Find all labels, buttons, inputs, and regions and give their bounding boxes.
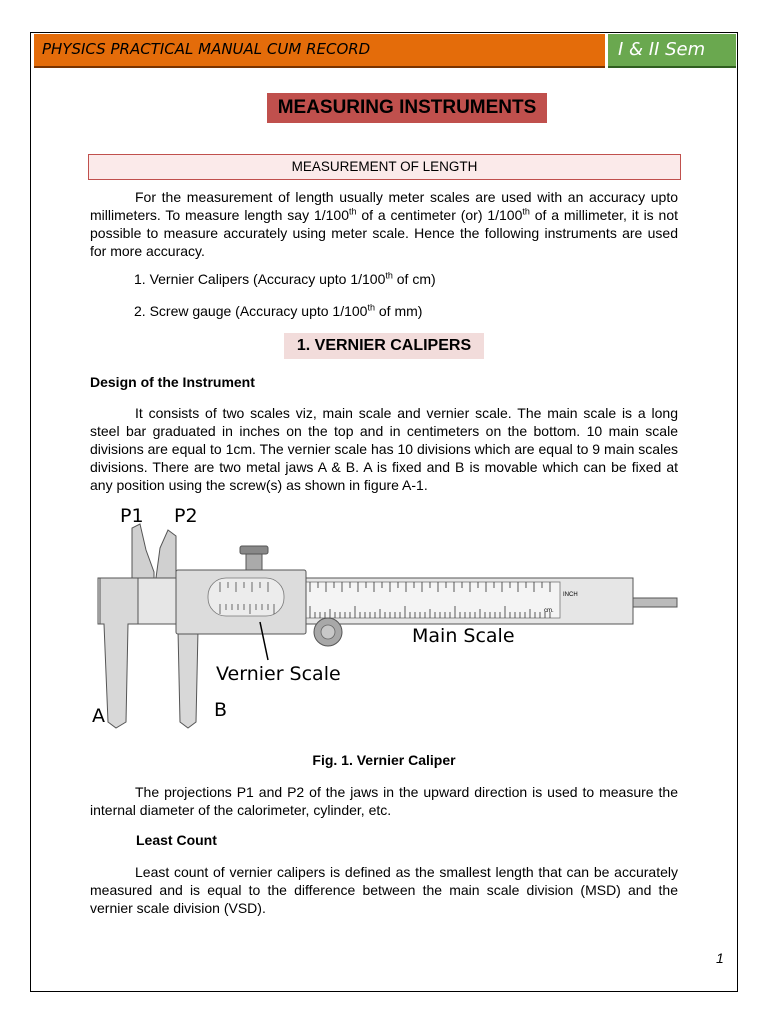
figure-caption: Fig. 1. Vernier Caliper [312, 752, 456, 768]
least-count-heading: Least Count [136, 832, 217, 848]
label-p2: P2 [174, 505, 198, 527]
list-item-2-sup: th [367, 302, 375, 313]
least-count-paragraph: Least count of vernier calipers is defined as the smallest length that can be accurately measured and is equal to the difference between the main scale division (MSD) and the vernier scale division (VSD). [90, 864, 678, 916]
header-left-banner [34, 34, 605, 68]
inch-label: INCH [563, 592, 578, 598]
projection-paragraph: The projections P1 and P2 of the jaws in the upward direction is used to measure the internal diameter of the calorimeter, cylinder, etc. [90, 784, 678, 818]
intro-text-2: of a centimeter (or) 1/100 [356, 207, 523, 223]
design-paragraph: It consists of two scales viz, main scale and vernier scale. The main scale is a long steel bar graduated in inches on the top and in centimeters on the bottom. 10 main scale divisions are equal to 1cm. The vernier scale has 10 divisions which are equal to 9 main scales divisions. There are two metal jaws A & B. A is fixed and B is movable which can be fixed at any position using the screw(s) as shown in figure A-1. [90, 405, 678, 493]
list-item-1-sup: th [385, 270, 393, 281]
header-right-title: I & II Sem [618, 39, 706, 60]
projection-p1 [132, 524, 154, 578]
list-item-1-text: 1. Vernier Calipers (Accuracy upto 1/100 [134, 271, 386, 287]
list-item [134, 303, 422, 319]
header-left-title: PHYSICS PRACTICAL MANUAL CUM RECORD [42, 40, 371, 58]
intro-text-1: For the measurement of length usually meter scales are used with an accuracy upto millimeters. To measure length say 1/100 [90, 189, 678, 223]
header-right-banner [608, 34, 736, 68]
subtitle-box: MEASUREMENT OF LENGTH [88, 154, 681, 180]
fixed-jaw-a [100, 578, 138, 728]
page-header [34, 34, 736, 68]
label-main-scale: Main Scale [412, 625, 515, 647]
intro-paragraph [90, 188, 678, 260]
lock-screw-head [240, 546, 268, 554]
section-heading-vernier: 1. VERNIER CALIPERS [284, 333, 484, 359]
intro-sup-2: th [522, 206, 530, 217]
vernier-caliper-figure [80, 500, 688, 740]
thumb-wheel-hub [321, 625, 335, 639]
list-item-2-tail: of mm) [374, 303, 423, 319]
projection-p2 [156, 530, 176, 578]
label-b: B [214, 699, 228, 721]
intro-sup-1: th [348, 206, 357, 217]
list-item-1-tail: of cm) [392, 271, 436, 287]
label-vernier-scale: Vernier Scale [216, 663, 341, 685]
vernier-window [208, 578, 284, 616]
list-item [134, 271, 436, 287]
label-a: A [92, 705, 105, 727]
intro-text-3: of a millimeter, it is not possible to measure accurately using meter scale. Hence the following instruments are used for more accuracy. [90, 207, 678, 259]
scale-strip [305, 582, 560, 618]
list-item-2-text: 2. Screw gauge (Accuracy upto 1/100 [134, 303, 368, 319]
depth-rod [633, 598, 677, 607]
design-heading: Design of the Instrument [90, 374, 255, 390]
label-p1: P1 [120, 505, 144, 527]
cm-label: cm. [544, 608, 554, 614]
page-number: 1 [716, 950, 724, 966]
page-title: MEASURING INSTRUMENTS [267, 93, 547, 123]
